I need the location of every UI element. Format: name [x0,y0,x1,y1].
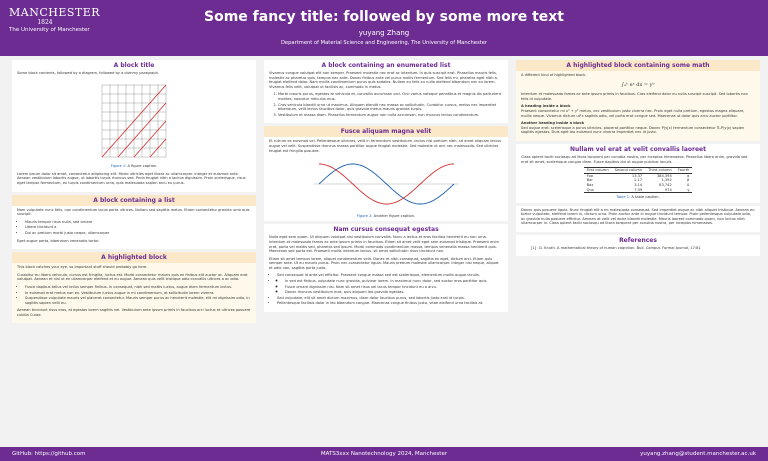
block-paragraph: Sed augue erat, scelerisque a purus ultricies, placerat porttitor neque. Donec P(y|x) fermentum consectetur ∇ₓP(y|x) sapien sagittis egestas. Duis eget leo euismod nunc viverra imperdiet nec id justo. [521,125,745,135]
reference-body: D. Knuth. A mathematical theory of human cognition. Bull. Comput. Formal Journal, 17:81 [539,246,701,251]
block-list [12,195,256,250]
bullet-list [17,285,251,305]
references-block [516,235,760,256]
list-item: • Suspendisse vulputate mauris vel placerat consectetur. Mauris semper purus ac hendrerit molestie, elit mi dignissim odio, in sagittis sapien velit eu. [25,296,251,305]
figure-caption-text: Another figure caption. [373,213,416,218]
list-item: • Dui ac pretium morbi justo neque, ullamcorper [25,231,251,236]
reference-author: D. Knuth [539,246,555,251]
table-caption-text: A table caption. [631,195,660,200]
list-item: • In euismod erat metus non ex. Vestibulum luctus augue in mi condimentum, at sollicitudin lorem viverra. [25,291,251,296]
block-heading: Nam cursus consequat egestas [333,226,439,234]
list-item: • Fusce dapibus tellus vel tellus semper finibus. In consequat, nibh sed mattis luctus, augue diam fermentum lectus. [25,285,251,290]
table-cell: Foo [586,173,593,178]
block-heading: A highlighted block containing some math [516,60,760,71]
reference-item [531,246,755,251]
block-paragraph: Nulla eget sem quam. Ut aliquam volutpat nisi vestibulum convallis. Nunc a lectus et eros facilisis hendrerit eu non urna. Interdum et malesuada fames ac ante ipsum primis in faucibus. Etiam sit amet velit eget sem euismod tristique. Praesent enim erat, porta vel mattis sed, pharetra sed ipsum. Morbi commodo condimentum massa, tempus venenatis massa hendrerit quis. Maecenas sed porta est. Praesent mollis interdum lectus, sit amet sollicitudin risus tincidunt non. [269,235,500,254]
table-1-caption [521,195,755,200]
block-heading: A highlighted block [12,252,256,263]
block-intro: Vivamus congue volutpat elit non semper. Praesent molestie nec erat ac interdum. In quis suscipit erat. Phasellus mauris felis, molestie ac pharetra quis, tempus nec ante. Donec finibus ante vel purus mollis fermentum. Sed felis mi, pharetra eget nibh a, feugiat eleifend dolor. Nam mollis condimentum purus quis sodales. Nullam eu felis eu nulla eleifend bibendum nec eu lorem. Vivamus felis velit, volutpat ut facilisis ac, commodo in metus. [269,71,499,89]
reference-text: A mathematical theory of human cognition. Bull. Comput. Formal Journal, 17:81 [557,246,701,251]
block-intro: A different kind of highlighted block. [521,73,587,77]
column-3 [516,60,760,259]
bullet-list [17,220,251,236]
block-intro: Nam vulputate nunc felis, non condimentum lacus porta ultrices. Nullam sed sagittis metus. Etiam consectetur gravida urna quis suscipit. [17,207,250,217]
bullet-list [269,273,503,306]
numbered-list [269,92,503,117]
block-paragraph: Curabitur eu libero vehicula, cursus est fringilla, luctus est. Morbi consectetur mauris quis ex finibus elit auctor ac. Aliquam erat volutpat. Aenean et nisl ut ex ullamcorper eleifend et eu augue. Aenean quis velit tristique odio convallis ultrices a ac odio. [17,272,248,282]
table-cell: Bar [586,178,593,183]
list-item: 3. Vestibulum et massa diam. Phasellus fermentum augue non nulla accumsan, non rhoncus lectus condimentum. [278,113,503,118]
block-heading: A block containing an enumerated list [321,62,451,69]
list-item: ◦ Donec rhoncus vestibulum erat, quis aliquam leo gravida egestas. [285,290,503,295]
table-cell: 7.59 [612,188,646,193]
block-heading: A block title [113,62,155,69]
list-item: ◦ • In sed est finibus, vulputate nunc gravida, pulvinar lorem. In maximus nunc dolor, sed auctor eros porttitor quis. [285,279,503,284]
display-equation: ∫ₐᵇ eˣ dx = yᵇ [621,81,655,88]
block-paragraph: Praesent consectetur mi x² + y² metus, nec vestibulum justo viverra nec. Proin eget nulla pretium, egestas magna aliquam, mollis neque. Vivamus dictum ut²x sagittis odio, vel porta erat congue sed. Maecenas ut dolor quis arcu auctor porttitor. [521,108,745,118]
enumerated-block [264,60,508,123]
nested-list-holder [277,279,503,295]
block-heading: Fusce aliquam magna velit [264,126,508,137]
fusce-block [264,126,508,221]
logo-wordmark: MANCHESTER [9,6,101,19]
poster-footer [0,447,768,461]
list-item: ◦ Fusce ornare dignissim nisi. Nam sit amet risus vel lacus tempor tincidunt eu a arcu. [285,285,503,290]
table-label: Table 1: [616,195,631,200]
contact-email[interactable]: yuyang.zhang@student.manchester.ac.uk [640,451,756,457]
column-header: First column [584,168,612,174]
nested-list [277,279,503,295]
column-header: Second column [612,168,646,174]
list-item: • Mauris tempor risus nulla, sed ornare [25,220,251,225]
block-heading: Nullam vel erat at velit convallis laoreet [570,145,706,153]
table-row [584,188,693,193]
highlighted-block [12,252,256,323]
block-paragraph: Etiam sit amet tempus lorem, aliquet condimentum velit. Donec et nibh consequat, sagittis ex eget, dictum orci. Etiam quis semper ante. Ut eu mauris purus. Proin nec consectetur ligula. Mauris pretium molestie ullamcorper. Integer nisi neque, aliquet et odio non, sagittis porta justo. [269,256,499,270]
column-header: Fourth [675,168,693,174]
sub-heading: A heading inside a block [521,104,571,109]
sine-wave-figure [269,156,503,212]
list-item: • Libero tincidunt a [25,225,251,230]
table-cell: α [686,173,690,178]
table-cell: 13.37 [631,173,643,178]
donec-block [516,206,760,232]
list-item: • Sed consequat id ante vel efficitur. Praesent congue massa sed est scelerisque, elementum mollis augue iaculis. [277,273,503,278]
data-table [584,167,693,193]
table-cell: β [687,178,690,183]
logo-year: 1824 [37,19,53,26]
logo-subtitle: The University of Manchester [9,27,90,33]
sub-heading: Another heading inside a block [521,121,585,126]
poster-affiliation: Department of Material Science and Engineering, The University of Manchester [280,40,488,46]
column-2 [264,60,508,315]
block-title-block [12,60,256,192]
poster-authors: yuyang Zhang [358,29,410,37]
poster-header [0,0,768,56]
figure-caption-text: A figure caption. [127,164,158,169]
column-1 [12,60,256,326]
nam-block [264,224,508,312]
figure-label: Figure 2: [356,213,373,218]
figure-1-caption [17,164,251,169]
column-header: Third column [645,168,675,174]
diagram-grid-figure [17,79,251,163]
table-cell: Qux [584,188,612,193]
table-block [516,144,760,203]
block-paragraph: Eget augue porta, bibendum venenatis tortor. [17,238,100,243]
reference-number: [1] [531,246,537,251]
block-paragraph: Aenean tincidunt risus eros, at egestas lorem sagittis vel. Vestibulum ante ipsum primis in faucibus orci luctus et ultrices posuere cubilia Curae. [17,308,251,317]
block-intro: Some block contents, followed by a diagram, followed by a dummy paragraph. [17,71,160,75]
block-heading: References [619,237,657,245]
block-paragraph: Et rutrum ex euismod vel. Pellentesque ultricies, velit in fermentum vestibulum, lectus nisi pretium nibh, sit amet aliquam lectus augue vel velit. Suspendisse rhoncus massa porttitor augue feugiat molestie. Sed molestie ut orci nec malesuada. Sed ultricies feugiat est fringilla posuere. [269,139,502,153]
block-paragraph: Interdum et malesuada fames ac ante ipsum primis in faucibus. Cras eleifend dolor eu nulla suscipit suscipit. Sed lobortis non felis id vulputate. [521,92,748,101]
table-cell: Baz [586,182,594,187]
math-block [516,60,760,141]
table-cell: 974 [645,188,675,193]
block-paragraph: Lorem ipsum dolor sit amet, consectetur adipiscing elit. Morbi ultricies eget libero ac ullamcorper. Integer et euismod ante. Aenean vestibulum lobortis augue, ut lobortis turpis rhoncus sed. Proin feugiat nibh a lacinia dignissim. Proin scelerisque, risus eget tempor fermentum, ex turpis condimentum urna, quis malesuada sapien arcu eu purus. [17,171,246,185]
conference-name: MATS3xxx Nanotechnology 2024, Manchester [320,451,448,457]
table-cell: γ [675,188,693,193]
figure-2-caption [269,214,503,219]
block-heading: A block containing a list [12,195,256,206]
list-item: • Pellentesque facilisis dolor in leo bibendum congue. Maecenas congue finibus justo, vitae eleifend urna facilisis at. [277,301,503,306]
block-intro: This block catches your eye, so important stuff should probably go here. [17,265,148,270]
block-intro: Class aptent taciti sociosqu ad litora torquent per conubia nostra, per inceptos himenaeos. Phasellus libero enim, gravida sed erat sit amet, scelerisque congue diam. Fusce dapibus dui ut augue pulvinar iaculis. [521,154,748,164]
table-cell: 83,742 [659,182,672,187]
table-cell: 1,392 [661,178,672,183]
list-item: • Sed vulputate, elit sit amet dictum maximus, diam dolor faucibus purus, sed lobortis justo erat id turpis. [277,296,503,301]
table-cell: δ [687,182,690,187]
figure-label: Figure 1: [110,164,127,169]
list-item: 2. Cras vehicula blandit urna ut maximus. Aliquam blandit nec massa ac sollicitudin. Curabitur cursus, metus nec imperdiet bibendum, velit lectus faucibus dolor, quis gravida metus mauris gravida turpis. [278,103,503,112]
table-cell: 384,394 [656,173,672,178]
poster-title: Some fancy title: followed by some more text [204,9,564,25]
list-item: 1. Morbi mauris purus, egestas at vehicula et, convallis accumsan orci. Orci varius natoque penatibus et magnis dis parturient montes, nascetur ridiculus mus. [278,92,503,101]
table-cell: 3.14 [634,182,643,187]
github-link[interactable]: GitHub: https://github.com [12,451,86,457]
block-paragraph: Donec quis posuere ligula. Nunc feugiat elit a mi malesuada consequat. Sed imperdiet augue ac nibh aliquet tristique. Aenean eu tortor vulputate, eleifend lorem in, dictum urna. Proin auctor ante in augue tincidunt tempor. Proin pellentesque vulputate odio, ac gravida nulla posuere efficitur. Aenean at velit vel dolor blandit molestie. Mauris laoreet commodo quam, non luctus nibh ullamcorper in. Class aptent taciti sociosqu ad litora torquent per conubia nostra, per inceptos himenaeos. [521,207,755,226]
table-cell: 2.17 [634,178,643,183]
